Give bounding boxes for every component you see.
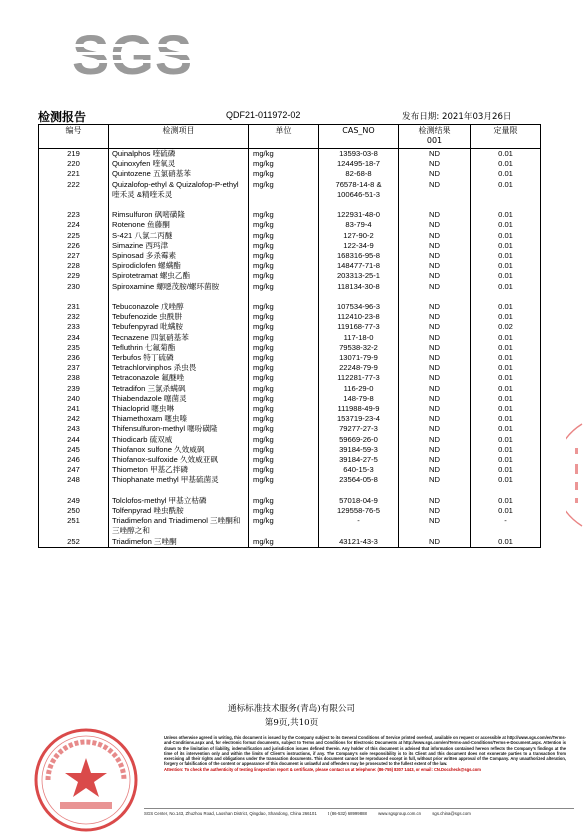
row-number: 242 bbox=[39, 414, 109, 424]
table-row bbox=[39, 384, 541, 394]
cas-number: 59669-26-0 bbox=[319, 435, 399, 445]
quantification-limit: 0.01 bbox=[471, 282, 541, 302]
test-item: Tefluthrin 七氟菊酯 bbox=[109, 343, 249, 353]
table-row bbox=[39, 271, 541, 281]
sgs-logo bbox=[70, 22, 190, 82]
unit: mg/kg bbox=[249, 353, 319, 363]
table-body bbox=[39, 149, 541, 548]
cas-number: 22248-79-9 bbox=[319, 363, 399, 373]
quantification-limit: 0.01 bbox=[471, 465, 541, 475]
test-item: Tolclofos-methyl 甲基立枯磷 bbox=[109, 496, 249, 506]
row-number: 238 bbox=[39, 373, 109, 383]
row-number: 219 bbox=[39, 149, 109, 160]
row-number: 239 bbox=[39, 384, 109, 394]
cas-number: 116-29-0 bbox=[319, 384, 399, 394]
table-row bbox=[39, 210, 541, 220]
result-value: ND bbox=[399, 282, 471, 302]
quantification-limit: 0.01 bbox=[471, 261, 541, 271]
cas-number: 122-34-9 bbox=[319, 241, 399, 251]
cas-number: 79538-32-2 bbox=[319, 343, 399, 353]
unit: mg/kg bbox=[249, 169, 319, 179]
quantification-limit: 0.01 bbox=[471, 251, 541, 261]
row-number: 248 bbox=[39, 475, 109, 495]
unit: mg/kg bbox=[249, 261, 319, 271]
row-number: 244 bbox=[39, 435, 109, 445]
table-header-row bbox=[39, 125, 541, 149]
table-row bbox=[39, 435, 541, 445]
table-row bbox=[39, 312, 541, 322]
table-row bbox=[39, 220, 541, 230]
table-row bbox=[39, 414, 541, 424]
result-value: ND bbox=[399, 271, 471, 281]
cas-number: 39184-59-3 bbox=[319, 445, 399, 455]
report-number: QDF21-011972-02 bbox=[226, 110, 301, 120]
test-item: Simazine 西玛津 bbox=[109, 241, 249, 251]
row-number: 252 bbox=[39, 537, 109, 548]
unit: mg/kg bbox=[249, 445, 319, 455]
unit: mg/kg bbox=[249, 506, 319, 516]
unit: mg/kg bbox=[249, 282, 319, 302]
cas-number: 124495-18-7 bbox=[319, 159, 399, 169]
quantification-limit: 0.01 bbox=[471, 384, 541, 394]
row-number: 247 bbox=[39, 465, 109, 475]
result-value: ND bbox=[399, 241, 471, 251]
test-item: Triadimefon and Triadimenol 三唑酮和三唑醇之和 bbox=[109, 516, 249, 536]
test-item: Rotenone 鱼藤酮 bbox=[109, 220, 249, 230]
unit: mg/kg bbox=[249, 475, 319, 495]
test-item: Spinosad 多杀霉素 bbox=[109, 251, 249, 261]
table-row bbox=[39, 496, 541, 506]
table-row bbox=[39, 333, 541, 343]
table-row bbox=[39, 343, 541, 353]
address-text: SGS Center, No.143, Zhuzhou Road, Laoshan District, Qingdao, Shandong, China 266101 bbox=[144, 811, 317, 816]
result-value: ND bbox=[399, 231, 471, 241]
row-number: 234 bbox=[39, 333, 109, 343]
table-row bbox=[39, 445, 541, 455]
unit: mg/kg bbox=[249, 496, 319, 506]
test-item: Tetrachlorvinphos 杀虫畏 bbox=[109, 363, 249, 373]
quantification-limit: - bbox=[471, 516, 541, 536]
company-seal-stamp bbox=[30, 724, 142, 836]
report-title: 检测报告 bbox=[38, 110, 87, 124]
quantification-limit: 0.01 bbox=[471, 394, 541, 404]
row-number: 233 bbox=[39, 322, 109, 332]
result-value: ND bbox=[399, 465, 471, 475]
unit: mg/kg bbox=[249, 149, 319, 160]
row-number: 222 bbox=[39, 180, 109, 211]
result-value: ND bbox=[399, 506, 471, 516]
row-number: 237 bbox=[39, 363, 109, 373]
row-number: 243 bbox=[39, 424, 109, 434]
cas-number: 148477-71-8 bbox=[319, 261, 399, 271]
test-item: Terbufos 特丁硫磷 bbox=[109, 353, 249, 363]
table-row bbox=[39, 322, 541, 332]
row-number: 221 bbox=[39, 169, 109, 179]
quantification-limit: 0.01 bbox=[471, 312, 541, 322]
unit: mg/kg bbox=[249, 424, 319, 434]
result-value: ND bbox=[399, 455, 471, 465]
result-value: ND bbox=[399, 220, 471, 230]
result-value: ND bbox=[399, 302, 471, 312]
website-text: www.sgsgroup.com.cn bbox=[378, 811, 422, 816]
result-value: ND bbox=[399, 373, 471, 383]
unit: mg/kg bbox=[249, 537, 319, 548]
row-number: 228 bbox=[39, 261, 109, 271]
address-bar bbox=[144, 808, 574, 819]
quantification-limit: 0.01 bbox=[471, 506, 541, 516]
row-number: 232 bbox=[39, 312, 109, 322]
unit: mg/kg bbox=[249, 251, 319, 261]
terms-body: Unless otherwise agreed in writing, this document is issued by the Company subject to its General Conditions of Service printed overleaf, available on request or accessible at http://www.sgs.com/en/Terms-and-Conditions.aspx and, for electronic format documents, subject to Terms and Conditions for Electronic Documents at http://www.sgs.com/en/Terms-and-Conditions/Terms-e-Document.aspx. Attention is drawn to the limitation of liability, indemnification and jurisdiction issues defined therein. Any holder of this document is advised that information contained hereon reflects the Company's findings at the time of its intervention only and within the limits of Client's instructions, if any. The Company's sole responsibility is to its Client and this document does not exonerate parties to a transaction from exercising all their rights and obligations under the transaction documents. This document cannot be reproduced except in full, without prior written approval of the Company. Any unauthorized alteration, forgery or falsification of the content or appearance of this document is unlawful and offenders may be prosecuted to the fullest extent of the law. bbox=[164, 735, 566, 767]
test-item: Tebufenpyrad 吡螨胺 bbox=[109, 322, 249, 332]
row-number: 245 bbox=[39, 445, 109, 455]
test-item: Spirotetramat 螺虫乙酯 bbox=[109, 271, 249, 281]
table-row bbox=[39, 455, 541, 465]
result-value: ND bbox=[399, 516, 471, 536]
table-row bbox=[39, 261, 541, 271]
cas-number: - bbox=[319, 516, 399, 536]
cas-number: 112281-77-3 bbox=[319, 373, 399, 383]
row-number: 246 bbox=[39, 455, 109, 465]
table-row bbox=[39, 169, 541, 179]
seal-star-icon bbox=[65, 758, 107, 797]
test-item: Tecnazene 四氯硝基苯 bbox=[109, 333, 249, 343]
quantification-limit: 0.01 bbox=[471, 363, 541, 373]
unit: mg/kg bbox=[249, 180, 319, 211]
test-item: Tolfenpyrad 唑虫酰胺 bbox=[109, 506, 249, 516]
test-item: Quinoxyfen 喹氧灵 bbox=[109, 159, 249, 169]
unit: mg/kg bbox=[249, 414, 319, 424]
unit: mg/kg bbox=[249, 363, 319, 373]
table-row bbox=[39, 506, 541, 516]
col-header-loq: 定量限 bbox=[471, 125, 541, 149]
side-stamp-mark bbox=[566, 420, 583, 530]
quantification-limit: 0.01 bbox=[471, 537, 541, 548]
result-value: ND bbox=[399, 149, 471, 160]
quantification-limit: 0.01 bbox=[471, 343, 541, 353]
row-number: 226 bbox=[39, 241, 109, 251]
quantification-limit: 0.01 bbox=[471, 353, 541, 363]
result-value: ND bbox=[399, 322, 471, 332]
cas-number: 13071-79-9 bbox=[319, 353, 399, 363]
quantification-limit: 0.01 bbox=[471, 333, 541, 343]
cas-number: 39184-27-5 bbox=[319, 455, 399, 465]
test-item: Spirodiclofen 螺螨酯 bbox=[109, 261, 249, 271]
result-value: ND bbox=[399, 210, 471, 220]
row-number: 251 bbox=[39, 516, 109, 536]
test-item: Thifensulfuron-methyl 噻吩磺隆 bbox=[109, 424, 249, 434]
result-value: ND bbox=[399, 475, 471, 495]
cas-number: 129558-76-5 bbox=[319, 506, 399, 516]
cas-number: 203313-25-1 bbox=[319, 271, 399, 281]
test-item: Thiacloprid 噻虫啉 bbox=[109, 404, 249, 414]
table-row bbox=[39, 394, 541, 404]
quantification-limit: 0.01 bbox=[471, 231, 541, 241]
row-number: 241 bbox=[39, 404, 109, 414]
test-item: Tetradifon 三氯杀螨砜 bbox=[109, 384, 249, 394]
quantification-limit: 0.01 bbox=[471, 404, 541, 414]
test-item: Rimsulfuron 砜嘧磺隆 bbox=[109, 210, 249, 220]
table-row bbox=[39, 353, 541, 363]
col-header-cas: CAS_NO bbox=[319, 125, 399, 149]
test-item: Tetraconazole 氟醚唑 bbox=[109, 373, 249, 383]
unit: mg/kg bbox=[249, 435, 319, 445]
unit: mg/kg bbox=[249, 312, 319, 322]
unit: mg/kg bbox=[249, 404, 319, 414]
test-item: Thiamethoxam 噻虫嗪 bbox=[109, 414, 249, 424]
cas-number: 168316-95-8 bbox=[319, 251, 399, 261]
quantification-limit: 0.01 bbox=[471, 271, 541, 281]
cas-number: 640-15-3 bbox=[319, 465, 399, 475]
result-value: ND bbox=[399, 445, 471, 455]
col-header-result-line1: 检测结果 bbox=[418, 126, 451, 135]
row-number: 236 bbox=[39, 353, 109, 363]
result-value: ND bbox=[399, 159, 471, 169]
table-row bbox=[39, 251, 541, 261]
table-row bbox=[39, 180, 541, 211]
table-row bbox=[39, 149, 541, 160]
unit: mg/kg bbox=[249, 231, 319, 241]
test-item: Spiroxamine 螺噁茂胺/螺环菌胺 bbox=[109, 282, 249, 302]
result-value: ND bbox=[399, 251, 471, 261]
result-value: ND bbox=[399, 261, 471, 271]
quantification-limit: 0.01 bbox=[471, 373, 541, 383]
result-value: ND bbox=[399, 424, 471, 434]
table-row bbox=[39, 282, 541, 302]
unit: mg/kg bbox=[249, 384, 319, 394]
cas-number: 23564-05-8 bbox=[319, 475, 399, 495]
quantification-limit: 0.01 bbox=[471, 241, 541, 251]
row-number: 220 bbox=[39, 159, 109, 169]
quantification-limit: 0.01 bbox=[471, 159, 541, 169]
row-number: 225 bbox=[39, 231, 109, 241]
table-row bbox=[39, 363, 541, 373]
table-row bbox=[39, 537, 541, 548]
cas-number: 112410-23-8 bbox=[319, 312, 399, 322]
cas-number: 13593-03-8 bbox=[319, 149, 399, 160]
row-number: 229 bbox=[39, 271, 109, 281]
unit: mg/kg bbox=[249, 373, 319, 383]
table-row bbox=[39, 231, 541, 241]
result-value: ND bbox=[399, 404, 471, 414]
quantification-limit: 0.01 bbox=[471, 455, 541, 465]
table-row bbox=[39, 404, 541, 414]
quantification-limit: 0.01 bbox=[471, 302, 541, 312]
table-row bbox=[39, 516, 541, 536]
row-number: 249 bbox=[39, 496, 109, 506]
unit: mg/kg bbox=[249, 241, 319, 251]
row-number: 250 bbox=[39, 506, 109, 516]
unit: mg/kg bbox=[249, 394, 319, 404]
test-item: Triadimefon 三唑酮 bbox=[109, 537, 249, 548]
cas-number: 57018-04-9 bbox=[319, 496, 399, 506]
test-item: Thiabendazole 噻菌灵 bbox=[109, 394, 249, 404]
test-item: Quintozene 五氯硝基苯 bbox=[109, 169, 249, 179]
test-item: Thiophanate methyl 甲基硫菌灵 bbox=[109, 475, 249, 495]
table-row bbox=[39, 159, 541, 169]
row-number: 235 bbox=[39, 343, 109, 353]
unit: mg/kg bbox=[249, 455, 319, 465]
result-value: ND bbox=[399, 343, 471, 353]
cas-number: 119168-77-3 bbox=[319, 322, 399, 332]
unit: mg/kg bbox=[249, 159, 319, 169]
authenticity-attention: Attention: To check the authenticity of testing /inspection report & certificate, please contact us at telephone: (86-755) 8307 1443, or email: CN.Doccheck@sgs.com bbox=[164, 766, 481, 772]
email-text: sgs.china@sgs.com bbox=[432, 811, 471, 816]
cas-number: 148-79-8 bbox=[319, 394, 399, 404]
unit: mg/kg bbox=[249, 210, 319, 220]
unit: mg/kg bbox=[249, 302, 319, 312]
quantification-limit: 0.01 bbox=[471, 180, 541, 211]
test-item: Quizalofop-ethyl & Quizalofop-P-ethyl 喹禾灵 &精喹禾灵 bbox=[109, 180, 249, 211]
cas-number: 79277-27-3 bbox=[319, 424, 399, 434]
quantification-limit: 0.01 bbox=[471, 435, 541, 445]
quantification-limit: 0.01 bbox=[471, 414, 541, 424]
terms-and-conditions bbox=[164, 735, 566, 772]
col-header-unit: 单位 bbox=[249, 125, 319, 149]
row-number: 230 bbox=[39, 282, 109, 302]
table-row bbox=[39, 465, 541, 475]
result-value: ND bbox=[399, 312, 471, 322]
result-value: ND bbox=[399, 496, 471, 506]
quantification-limit: 0.01 bbox=[471, 475, 541, 495]
test-item: Thiofanox-sulfoxide 久效威亚砜 bbox=[109, 455, 249, 465]
unit: mg/kg bbox=[249, 333, 319, 343]
footer-page-number: 第9页,共10页 bbox=[264, 718, 319, 728]
result-value: ND bbox=[399, 363, 471, 373]
unit: mg/kg bbox=[249, 343, 319, 353]
quantification-limit: 0.01 bbox=[471, 445, 541, 455]
result-value: ND bbox=[399, 435, 471, 445]
quantification-limit: 0.01 bbox=[471, 169, 541, 179]
table-row bbox=[39, 373, 541, 383]
quantification-limit: 0.01 bbox=[471, 424, 541, 434]
row-number: 223 bbox=[39, 210, 109, 220]
cas-number: 117-18-0 bbox=[319, 333, 399, 343]
result-value: ND bbox=[399, 394, 471, 404]
test-item: Thiometon 甲基乙拌磷 bbox=[109, 465, 249, 475]
footer-company: 通标标准技术服务(青岛)有限公司 bbox=[227, 704, 356, 714]
unit: mg/kg bbox=[249, 516, 319, 536]
table-row bbox=[39, 302, 541, 312]
results-table bbox=[38, 124, 541, 548]
cas-number: 122931-48-0 bbox=[319, 210, 399, 220]
row-number: 231 bbox=[39, 302, 109, 312]
col-header-item: 检测项目 bbox=[109, 125, 249, 149]
result-value: ND bbox=[399, 384, 471, 394]
unit: mg/kg bbox=[249, 220, 319, 230]
test-item: Tebufenozide 虫酰肼 bbox=[109, 312, 249, 322]
table-row bbox=[39, 241, 541, 251]
cas-number: 111988-49-9 bbox=[319, 404, 399, 414]
result-value: ND bbox=[399, 333, 471, 343]
unit: mg/kg bbox=[249, 465, 319, 475]
quantification-limit: 0.01 bbox=[471, 149, 541, 160]
cas-number: 127-90-2 bbox=[319, 231, 399, 241]
cas-number: 107534-96-3 bbox=[319, 302, 399, 312]
result-value: ND bbox=[399, 414, 471, 424]
cas-number: 83-79-4 bbox=[319, 220, 399, 230]
cas-number: 153719-23-4 bbox=[319, 414, 399, 424]
table-row bbox=[39, 424, 541, 434]
test-item: Thiofanox sulfone 久效威砜 bbox=[109, 445, 249, 455]
test-item: S-421 八氯二丙醚 bbox=[109, 231, 249, 241]
quantification-limit: 0.01 bbox=[471, 496, 541, 506]
quantification-limit: 0.02 bbox=[471, 322, 541, 332]
col-header-no: 编号 bbox=[39, 125, 109, 149]
result-value: ND bbox=[399, 537, 471, 548]
unit: mg/kg bbox=[249, 322, 319, 332]
table-row bbox=[39, 475, 541, 495]
cas-number: 43121-43-3 bbox=[319, 537, 399, 548]
test-item: Thiodicarb 硫双威 bbox=[109, 435, 249, 445]
result-value: ND bbox=[399, 169, 471, 179]
cas-number: 76578-14-8 & 100646-51-3 bbox=[319, 180, 399, 211]
row-number: 224 bbox=[39, 220, 109, 230]
row-number: 240 bbox=[39, 394, 109, 404]
quantification-limit: 0.01 bbox=[471, 220, 541, 230]
cas-number: 82-68-8 bbox=[319, 169, 399, 179]
quantification-limit: 0.01 bbox=[471, 210, 541, 220]
test-item: Quinalphos 喹硫磷 bbox=[109, 149, 249, 160]
cas-number: 118134-30-8 bbox=[319, 282, 399, 302]
unit: mg/kg bbox=[249, 271, 319, 281]
col-header-result bbox=[399, 125, 471, 149]
result-value: ND bbox=[399, 180, 471, 211]
row-number: 227 bbox=[39, 251, 109, 261]
col-header-result-line2: 001 bbox=[426, 136, 443, 145]
telephone-text: t (86-532) 68999888 bbox=[327, 811, 367, 816]
issue-date: 发布日期: 2021年03月26日 bbox=[402, 112, 512, 122]
result-value: ND bbox=[399, 353, 471, 363]
test-item: Tebuconazole 戊唑醇 bbox=[109, 302, 249, 312]
